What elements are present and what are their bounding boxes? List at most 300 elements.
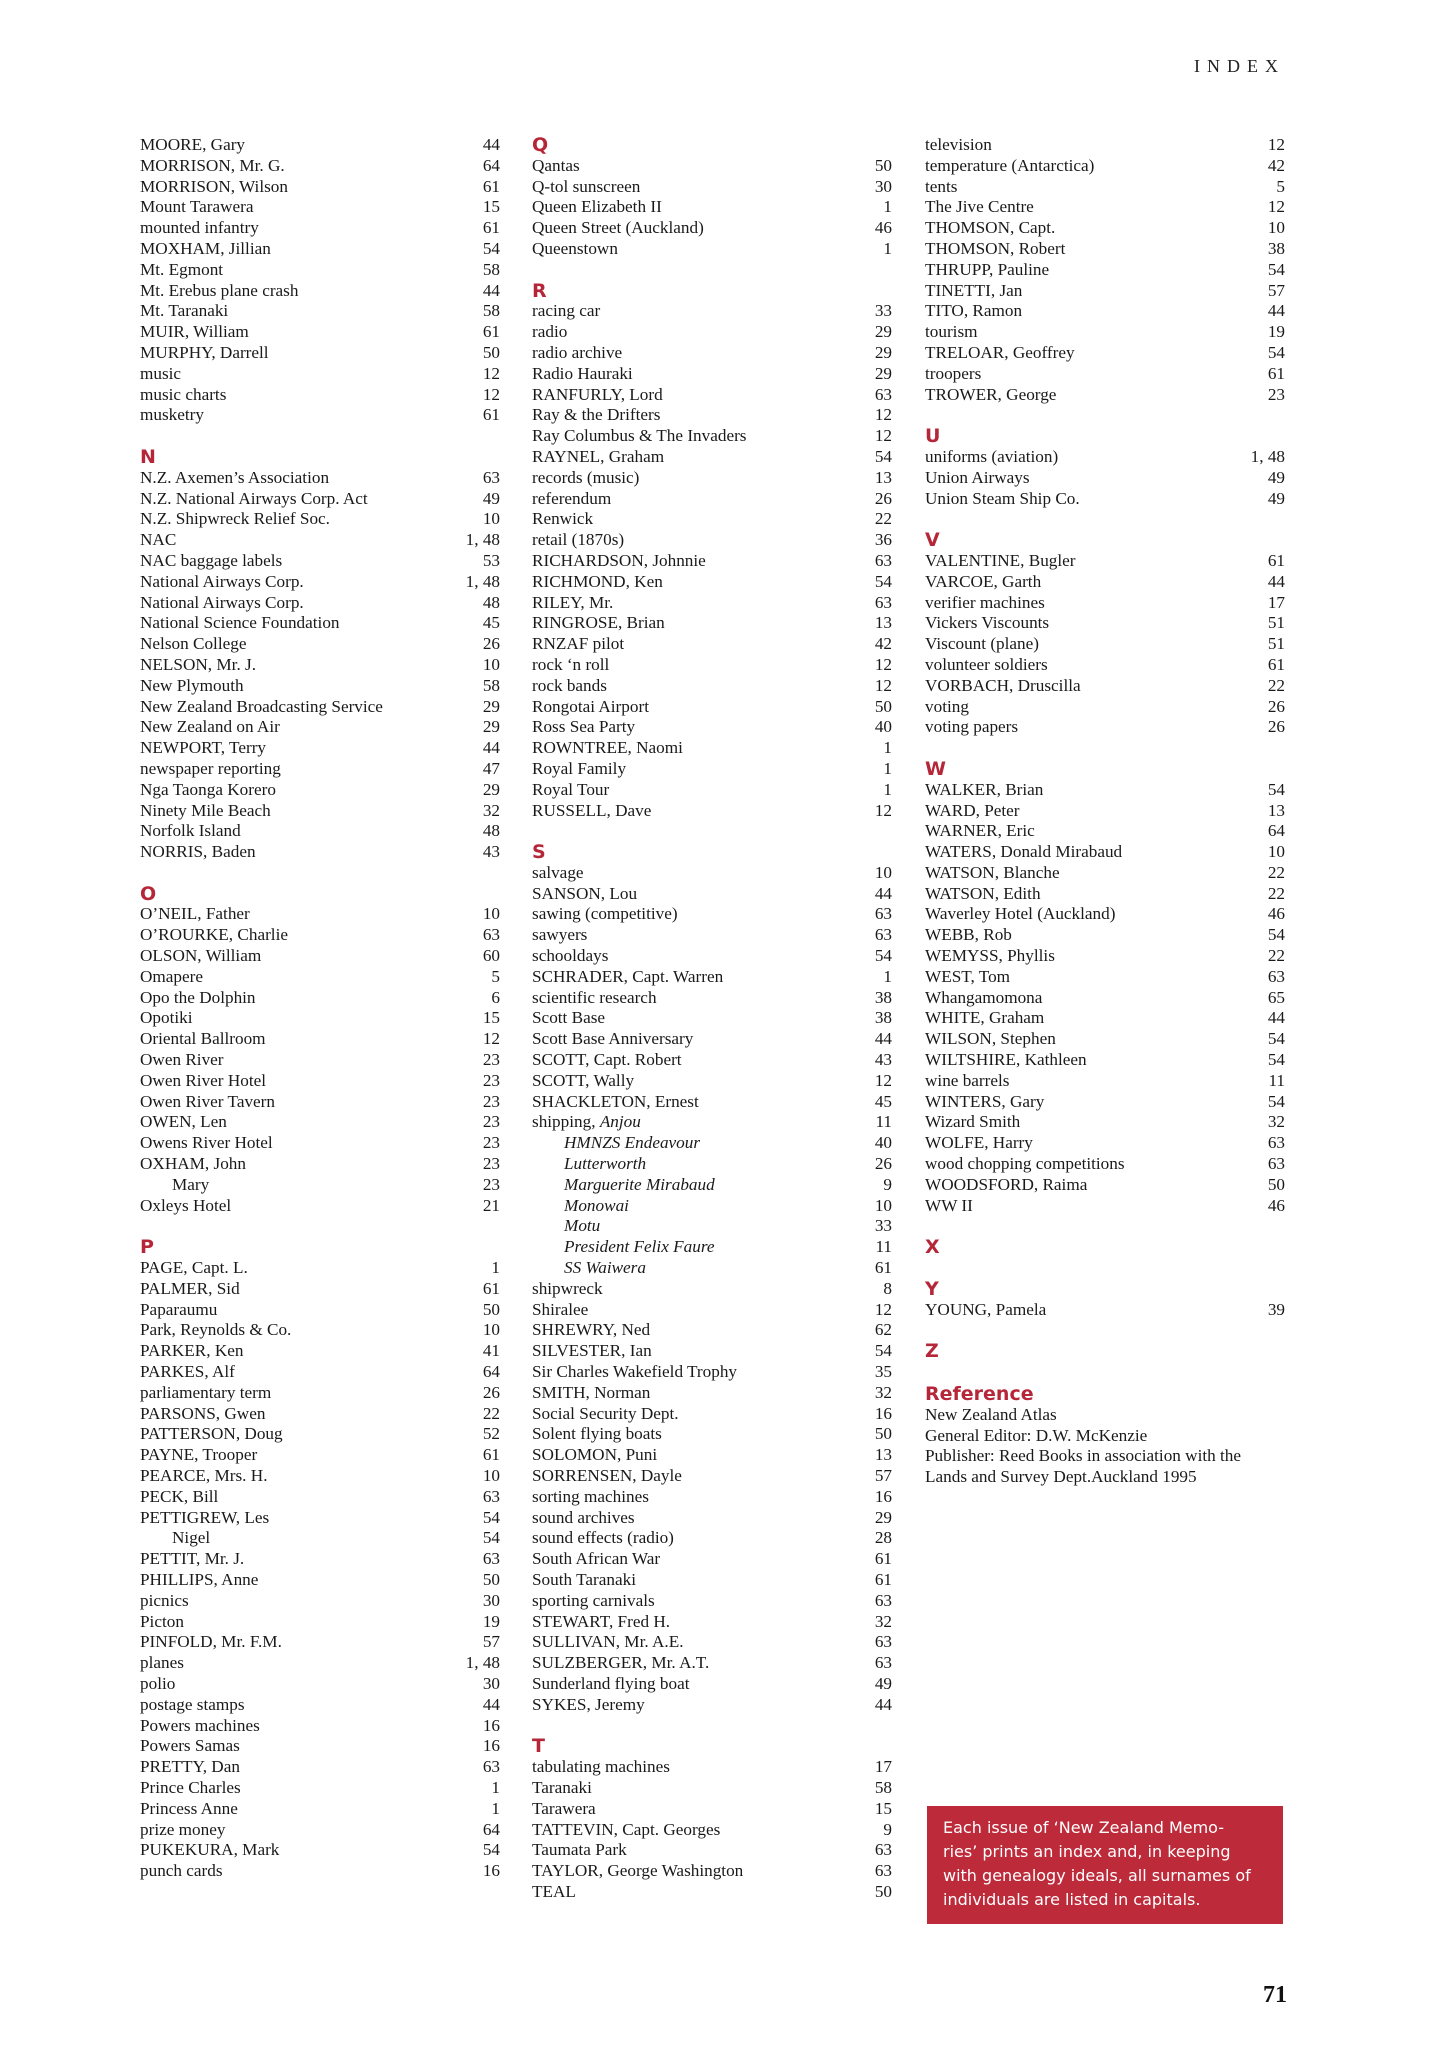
entry-pages: 26 [482,1382,500,1402]
entry-pages: 23 [482,1154,500,1174]
entry-term-text: Solent flying boats [532,1424,662,1444]
entry-term-text: Shiralee [532,1299,589,1319]
entry-term-text: NORRIS, Baden [140,842,256,862]
index-entry [532,1133,892,1154]
entry-term [532,447,664,468]
entry-term [925,260,1049,281]
index-entry [140,1154,500,1175]
entry-pages: 46 [1267,1195,1285,1215]
entry-term-text: Oriental Ballroom [140,1029,266,1049]
entry-term-text: Opotiki [140,1008,193,1028]
index-entry [925,988,1285,1009]
index-entry [532,863,892,884]
entry-pages: 45 [874,1091,892,1111]
entry-pages: 39 [1267,1299,1285,1319]
entry-pages: 54 [874,1341,892,1361]
entry-pages: 38 [1267,238,1285,258]
entry-term [532,572,663,593]
entry-term-text: NEWPORT, Terry [140,738,267,758]
entry-term [140,1799,238,1820]
index-entry [140,1320,500,1341]
index-entry [140,530,500,551]
entry-term-text: WW II [925,1195,973,1215]
index-entry [140,1487,500,1508]
entry-term-text: Rongotai Airport [532,696,649,716]
index-entry [140,1071,500,1092]
entry-term [140,1466,268,1487]
entry-pages: 50 [874,1881,892,1901]
entry-pages: 43 [482,842,500,862]
entry-term-text: Lutterworth [564,1154,647,1174]
entry-term-text: PRETTY, Dan [140,1757,240,1777]
index-section-t [532,1736,892,1902]
entry-term [532,1653,709,1674]
entry-pages: 1 [883,238,892,258]
entry-term [140,1695,245,1716]
index-entry [140,281,500,302]
entry-term-text: WILTSHIRE, Kathleen [925,1050,1087,1070]
entry-pages: 29 [874,363,892,383]
entry-term-text: PAYNE, Trooper [140,1445,258,1465]
entry-term-text: Tarawera [532,1798,596,1818]
entry-pages: 54 [482,1840,500,1860]
entry-pages: 61 [482,218,500,238]
entry-term-text: PALMER, Sid [140,1278,240,1298]
entry-pages: 12 [874,1070,892,1090]
entry-pages: 11 [875,1237,892,1257]
entry-term [140,239,271,260]
index-entry [925,1154,1285,1175]
index-entry [140,1612,500,1633]
index-entry [140,676,500,697]
entry-term-text: SYKES, Jeremy [532,1694,645,1714]
entry-term [140,801,271,822]
index-entry [925,1175,1285,1196]
entry-term [532,759,626,780]
index-entry [140,1861,500,1882]
entry-term-text: Monowai [564,1195,629,1215]
entry-pages: 29 [874,342,892,362]
entry-term-text: musketry [140,405,204,425]
entry-term-text: sound archives [532,1507,635,1527]
entry-term [140,1175,209,1196]
entry-term-text: verifier machines [925,592,1045,612]
entry-term [532,1840,627,1861]
entry-term-text: sporting carnivals [532,1590,655,1610]
index-entry [925,1071,1285,1092]
entry-pages: 54 [482,1528,500,1548]
index-entry [532,613,892,634]
index-section-s [532,842,892,1715]
entry-pages: 1, 48 [465,530,500,550]
entry-pages: 13 [874,1445,892,1465]
entry-term [140,1820,225,1841]
entry-term-text: PEARCE, Mrs. H. [140,1466,268,1485]
entry-term [532,1570,636,1591]
reference-line: General Editor: D.W. McKenzie [925,1425,1148,1445]
entry-pages: 44 [1267,571,1285,591]
index-entry [925,842,1285,863]
entry-term-text: radio [532,322,568,342]
index-section-o [140,884,500,1217]
entry-pages: 5 [491,966,500,986]
entry-term-text: TROWER, George [925,384,1057,404]
index-entry [532,801,892,822]
entry-pages: 44 [874,1029,892,1049]
entry-term-text: referendum [532,488,612,508]
entry-term-text: WINTERS, Gary [925,1091,1045,1111]
entry-term [140,572,304,593]
entry-pages: 50 [874,1424,892,1444]
entry-pages: 51 [1267,613,1285,633]
index-entry [925,697,1285,718]
index-entry [925,343,1285,364]
index-section [925,135,1285,405]
entry-pages: 54 [874,946,892,966]
index-entry [925,551,1285,572]
index-entry [532,1008,892,1029]
entry-term-text: SS Waiwera [564,1258,646,1278]
entry-pages: 63 [1267,1133,1285,1153]
entry-pages: 57 [874,1466,892,1485]
index-entry [925,239,1285,260]
entry-term [140,156,285,177]
index-column-1 [140,135,500,1903]
index-entry [925,135,1285,156]
entry-term [532,239,618,260]
entry-pages: 32 [874,1611,892,1631]
entry-term-text: retail (1870s) [532,530,625,550]
entry-pages: 1, 48 [465,1653,500,1673]
entry-term [925,1008,1044,1029]
entry-term [140,1840,279,1861]
entry-term-text: ROWNTREE, Naomi [532,738,683,758]
entry-term [140,967,203,988]
entry-term [532,1362,737,1383]
entry-term [532,1487,649,1508]
entry-term [140,509,330,530]
entry-term-text: Queen Street (Auckland) [532,218,704,238]
reference-line: New Zealand Atlas [925,1404,1057,1424]
index-entry [140,1383,500,1404]
index-entry [925,925,1285,946]
entry-term-text: WATSON, Blanche [925,862,1060,882]
entry-term-text: TAYLOR, George Washington [532,1861,744,1881]
entry-term [532,655,609,676]
entry-pages: 26 [874,1154,892,1174]
entry-term-text: planes [140,1653,184,1673]
entry-pages: 50 [482,342,500,362]
entry-pages: 54 [1267,342,1285,362]
entry-term-text: PARSONS, Gwen [140,1403,266,1423]
index-entry [140,1008,500,1029]
entry-pages: 12 [482,363,500,383]
entry-term [140,301,228,322]
section-letter: S [532,841,546,864]
entry-term [140,530,176,551]
index-entry [140,177,500,198]
entry-term [140,780,276,801]
entry-term [532,1528,674,1549]
index-entry [532,1799,892,1820]
entry-term [925,177,957,198]
entry-term-text: PINFOLD, Mr. F.M. [140,1632,282,1652]
entry-term-text: voting papers [925,717,1019,737]
entry-term [925,551,1076,572]
entry-pages: 61 [1267,654,1285,674]
entry-pages: 30 [482,1673,500,1693]
entry-term [532,1383,650,1404]
entry-term-text: Princess Anne [140,1798,238,1818]
entry-term [925,322,978,343]
entry-pages: 49 [874,1673,892,1693]
entry-pages: 54 [1267,1029,1285,1049]
entry-pages: 12 [482,1029,500,1049]
index-entry [140,1258,500,1279]
entry-term [532,863,584,884]
entry-pages: 1 [883,197,892,217]
entry-pages: 44 [482,280,500,300]
entry-pages: 30 [482,1590,500,1610]
index-entry [532,967,892,988]
index-entry [532,1612,892,1633]
index-entry [140,405,500,426]
entry-pages: 10 [1267,842,1285,862]
entry-pages: 1, 48 [465,571,500,591]
entry-term [925,821,1035,842]
entry-term [140,322,249,343]
index-entry [532,697,892,718]
index-entry [532,1341,892,1362]
entry-pages: 63 [874,1590,892,1610]
entry-pages: 63 [874,384,892,404]
index-entry [532,322,892,343]
index-entry [532,1404,892,1425]
entry-term-text: PUKEKURA, Mark [140,1840,280,1860]
entry-term [532,385,663,406]
entry-term [532,1216,600,1237]
entry-pages: 44 [482,135,500,154]
entry-pages: 63 [1267,1154,1285,1174]
entry-pages: 1, 48 [1250,446,1285,466]
index-section-q [532,135,892,260]
section-letter: W [925,757,946,780]
entry-term [532,1508,635,1529]
entry-pages: 1 [491,1798,500,1818]
index-entry [532,1258,892,1279]
index-entry [140,655,500,676]
entry-term-text: Mt. Erebus plane crash [140,280,299,300]
note-line: Each issue of ‘New Zealand Memo- [943,1818,1225,1837]
entry-term [532,1279,603,1300]
entry-term [140,1258,248,1279]
section-letter: Z [925,1340,939,1363]
index-entry [140,717,500,738]
entry-term [925,988,1042,1009]
index-entry [532,676,892,697]
entry-term-text: wood chopping competitions [925,1154,1125,1174]
entry-term [925,613,1049,634]
entry-pages: 54 [874,571,892,591]
index-section-v [925,530,1285,738]
entry-term-text: Renwick [532,509,594,529]
entry-term-text: Queenstown [532,238,618,258]
index-entry [532,904,892,925]
entry-term [532,197,662,218]
entry-pages: 33 [874,1216,892,1236]
entry-pages: 12 [874,675,892,695]
entry-term [925,593,1045,614]
entry-term [140,1528,210,1549]
entry-term-text: YOUNG, Pamela [925,1299,1047,1319]
index-entry [925,1029,1285,1050]
index-entry [925,717,1285,738]
index-entry [532,717,892,738]
reference-line: Publisher: Reed Books in association with the [925,1446,1242,1466]
entry-term [532,1591,655,1612]
entry-term-text: SULLIVAN, Mr. A.E. [532,1632,684,1652]
entry-term-text: MORRISON, Wilson [140,176,288,196]
note-line: individuals are listed in capitals. [943,1890,1201,1909]
entry-term [532,177,640,198]
entry-term [140,1674,175,1695]
entry-pages: 54 [1267,259,1285,279]
index-entry [140,364,500,385]
entry-pages: 63 [874,1632,892,1652]
index-entry [532,1320,892,1341]
entry-term [925,281,1022,302]
entry-term [140,218,259,239]
index-entry [532,1882,892,1903]
entry-term [532,1029,693,1050]
index-entry [532,426,892,447]
index-entry [532,1300,892,1321]
entry-pages: 63 [482,1757,500,1777]
entry-term [532,1237,715,1258]
entry-term [925,385,1056,406]
index-entry [532,1196,892,1217]
entry-term-text: tents [925,176,958,196]
entry-pages: 46 [1267,904,1285,924]
entry-term-text: Paparaumu [140,1299,218,1319]
entry-pages: 19 [482,1611,500,1631]
entry-pages: 60 [482,946,500,966]
entry-term [140,551,282,572]
entry-pages: 63 [874,925,892,945]
entry-pages: 10 [482,904,500,924]
entry-term-text: Taumata Park [532,1840,627,1860]
entry-term [140,1570,258,1591]
entry-term [140,1757,240,1778]
entry-term-text: Wizard Smith [925,1112,1021,1132]
section-letter: U [925,425,941,448]
entry-term-text: Mary [172,1174,210,1194]
entry-pages: 49 [482,488,500,508]
note-line: with genealogy ideals, all surnames of [943,1866,1251,1885]
entry-term [532,634,624,655]
entry-term [925,1029,1056,1050]
index-entry [925,1133,1285,1154]
index-entry [925,593,1285,614]
entry-term-text: RNZAF pilot [532,634,625,654]
entry-term [532,780,609,801]
entry-term-text: Vickers Viscounts [925,613,1050,633]
entry-pages: 22 [1267,883,1285,903]
index-entry [532,1591,892,1612]
entry-pages: 13 [1267,800,1285,820]
index-entry [532,780,892,801]
entry-term [532,301,600,322]
entry-term [140,1549,244,1570]
index-entry [140,1508,500,1529]
entry-term-text: Qantas [532,155,580,175]
index-entry [140,1695,500,1716]
entry-term-text: records (music) [532,467,640,487]
entry-term-text: Royal Family [532,758,627,778]
entry-pages: 38 [874,1008,892,1028]
entry-term [532,1320,650,1341]
entry-term [925,1300,1046,1321]
entry-term [925,156,1094,177]
entry-term [140,1445,257,1466]
entry-term [140,1320,291,1341]
entry-term-text: troopers [925,363,982,383]
entry-term-text: National Airways Corp. [140,571,304,591]
entry-term [140,1632,282,1653]
entry-term-text: SCOTT, Wally [532,1070,635,1090]
index-entry [140,343,500,364]
entry-term-text: OXHAM, John [140,1154,246,1174]
entry-term-text: MORRISON, Mr. G. [140,155,285,175]
entry-term-text: RICHARDSON, Johnnie [532,550,706,570]
entry-term-text: Scott Base Anniversary [532,1029,694,1049]
entry-pages: 13 [874,467,892,487]
index-section-x [925,1237,1285,1258]
index-entry [140,1404,500,1425]
entry-term [532,1612,670,1633]
index-entry [532,1445,892,1466]
entry-term [532,364,633,385]
entry-term [140,1196,231,1217]
entry-term [532,156,580,177]
entry-term-text: THRUPP, Pauline [925,259,1050,279]
entry-term-text: SMITH, Norman [532,1382,651,1402]
entry-pages: 50 [874,155,892,175]
entry-term-text: racing car [532,301,601,321]
running-header: INDEX [1194,56,1285,76]
entry-term-text: Sunderland flying boat [532,1673,690,1693]
index-entry [140,1570,500,1591]
index-entry [532,364,892,385]
entry-term-text: Norfolk Island [140,821,241,841]
index-entry [532,405,892,426]
index-entry [532,1362,892,1383]
entry-term [140,135,245,156]
entry-pages: 61 [482,322,500,342]
entry-term-text: Ninety Mile Beach [140,800,271,820]
entry-term [140,1778,241,1799]
index-entry [140,1653,500,1674]
index-entry [532,156,892,177]
entry-term-text: Park, Reynolds & Co. [140,1320,292,1340]
entry-term-text: Waverley Hotel (Auckland) [925,904,1116,924]
entry-term [925,239,1065,260]
entry-pages: 54 [1267,1050,1285,1070]
entry-pages: 32 [874,1382,892,1402]
index-entry [532,301,892,322]
index-section [140,135,500,426]
entry-term [140,197,254,218]
